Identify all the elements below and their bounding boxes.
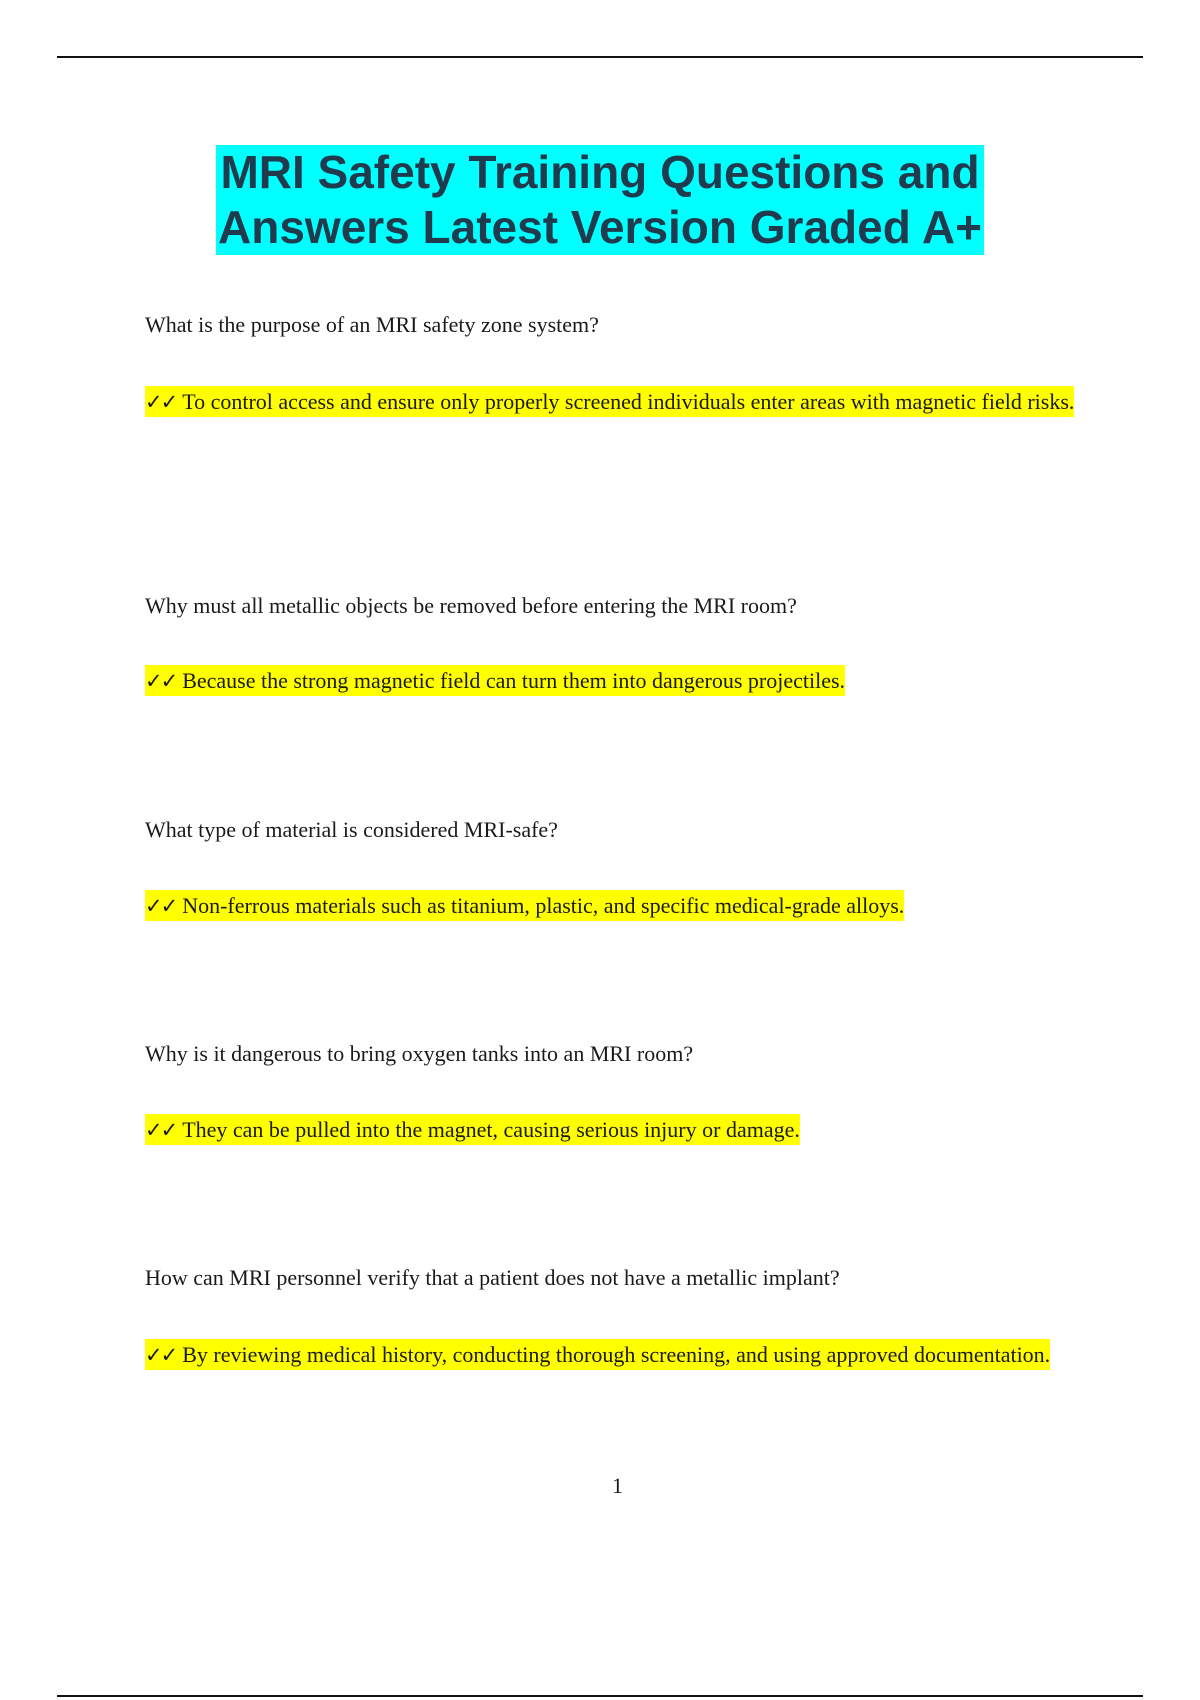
double-check-icon: ✓✓ bbox=[145, 894, 177, 918]
double-check-icon: ✓✓ bbox=[145, 669, 177, 693]
answer-text: To control access and ensure only properly screened individuals enter areas with magnetic field risks. bbox=[182, 389, 1075, 414]
answer-text: Non-ferrous materials such as titanium, plastic, and specific medical-grade alloys. bbox=[182, 893, 905, 918]
question-5: How can MRI personnel verify that a patient does not have a metallic implant? bbox=[145, 1265, 840, 1290]
answer-text: They can be pulled into the magnet, causing serious injury or damage. bbox=[182, 1117, 800, 1142]
answer-highlight bbox=[145, 665, 845, 696]
page-number: 1 bbox=[612, 1473, 623, 1498]
answer-2 bbox=[145, 651, 1075, 711]
question-2: Why must all metallic objects be removed before entering the MRI room? bbox=[145, 593, 797, 618]
answer-1 bbox=[145, 372, 1075, 432]
question-4: Why is it dangerous to bring oxygen tanks into an MRI room? bbox=[145, 1041, 694, 1066]
document-title bbox=[0, 145, 1200, 255]
question-3: What type of material is considered MRI-safe? bbox=[145, 817, 558, 842]
title-text bbox=[216, 145, 984, 255]
answer-highlight bbox=[145, 1339, 1050, 1370]
question-1: What is the purpose of an MRI safety zone system? bbox=[145, 312, 599, 337]
answer-4 bbox=[145, 1100, 1075, 1160]
answer-3 bbox=[145, 876, 1075, 936]
title-line-2: Answers Latest Version Graded A+ bbox=[218, 201, 982, 253]
answer-text: Because the strong magnetic field can turn them into dangerous projectiles. bbox=[182, 668, 846, 693]
answer-highlight bbox=[145, 890, 904, 921]
header-rule bbox=[57, 56, 1143, 58]
answer-5 bbox=[145, 1325, 1075, 1385]
double-check-icon: ✓✓ bbox=[145, 390, 177, 414]
title-line-1: MRI Safety Training Questions and bbox=[220, 146, 980, 198]
double-check-icon: ✓✓ bbox=[145, 1118, 177, 1142]
answer-text: By reviewing medical history, conducting thorough screening, and using approved documentation. bbox=[182, 1342, 1051, 1367]
answer-highlight bbox=[145, 386, 1074, 417]
answer-highlight bbox=[145, 1114, 800, 1145]
footer-rule bbox=[57, 1695, 1143, 1697]
double-check-icon: ✓✓ bbox=[145, 1343, 177, 1367]
